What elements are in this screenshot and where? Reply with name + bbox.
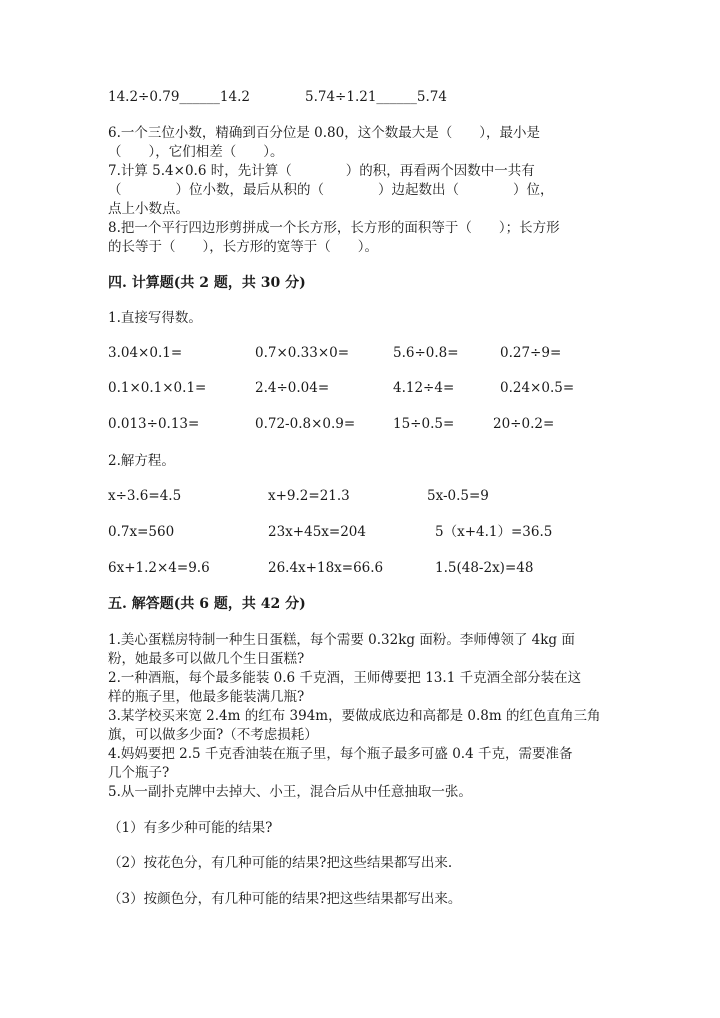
problem-2-line-1: 2.一种酒瓶，每个最多能装 0.6 千克酒，王师傅要把 13.1 千克酒全部分装在这 <box>108 670 582 686</box>
question-7-line-2: （ ）位小数，最后从积的（ ）边起数出（ ）位， <box>108 182 554 198</box>
problem-4-line-1: 4.妈妈要把 2.5 千克香油装在瓶子里，每个瓶子最多可盛 0.4 千克，需要准备 <box>108 746 573 762</box>
section-4-title: 四. 计算题(共 2 题，共 30 分) <box>108 275 306 291</box>
compare-item-2: 5.74÷1.21______5.74 <box>305 89 447 105</box>
equation-item: 5x-0.5=9 <box>427 488 489 504</box>
question-6-line-2: （ ），它们相差（ ）。 <box>108 144 284 160</box>
problem-1-line-1: 1.美心蛋糕房特制一种生日蛋糕，每个需要 0.32kg 面粉。李师傅领了 4kg 面 <box>108 632 575 648</box>
calc-item: 0.24×0.5= <box>500 380 575 396</box>
equation-item: 1.5(48-2x)=48 <box>435 560 534 576</box>
equation-item: 23x+45x=204 <box>268 524 366 540</box>
calc-item: 0.7×0.33×0= <box>255 345 350 361</box>
calc-item: 15÷0.5= <box>393 416 455 432</box>
calc-item: 3.04×0.1= <box>108 345 183 361</box>
section-5-title: 五. 解答题(共 6 题，共 42 分) <box>108 596 306 612</box>
problem-5-sub-3: （3）按颜色分，有几种可能的结果?把这些结果都写出来。 <box>108 891 462 907</box>
compare-item-1: 14.2÷0.79______14.2 <box>108 89 250 105</box>
calc-q1-title: 1.直接写得数。 <box>108 310 202 326</box>
problem-3-line-2: 旗，可以做多少面?（不考虑损耗） <box>108 727 318 743</box>
calc-item: 0.1×0.1×0.1= <box>108 380 207 396</box>
question-6-line-1: 6.一个三位小数，精确到百分位是 0.80，这个数最大是（ ），最小是 <box>108 125 540 141</box>
equation-item: 26.4x+18x=66.6 <box>268 560 384 576</box>
question-7-line-3: 点上小数点。 <box>108 201 189 217</box>
question-8-line-1: 8.把一个平行四边形剪拼成一个长方形，长方形的面积等于（ ）；长方形 <box>108 220 560 236</box>
problem-1-line-2: 粉，她最多可以做几个生日蛋糕? <box>108 651 305 667</box>
problem-5-sub-1: （1）有多少种可能的结果? <box>108 820 273 836</box>
calc-q2-title: 2.解方程。 <box>108 453 175 469</box>
equation-item: 5（x+4.1）=36.5 <box>435 524 553 540</box>
problem-3-line-1: 3.某学校买来宽 2.4m 的红布 394m，要做成底边和高都是 0.8m 的红色直角三角 <box>108 708 601 724</box>
calc-item: 2.4÷0.04= <box>255 380 330 396</box>
calc-item: 20÷0.2= <box>493 416 555 432</box>
problem-5-sub-2: （2）按花色分，有几种可能的结果?把这些结果都写出来. <box>108 855 453 871</box>
calc-item: 0.27÷9= <box>500 345 562 361</box>
equation-item: x+9.2=21.3 <box>268 488 350 504</box>
problem-2-line-2: 样的瓶子里，他最多能装满几瓶? <box>108 689 305 705</box>
calc-item: 4.12÷4= <box>393 380 455 396</box>
equation-item: 0.7x=560 <box>108 524 175 540</box>
question-8-line-2: 的长等于（ ），长方形的宽等于（ ）。 <box>108 239 378 255</box>
calc-item: 0.013÷0.13= <box>108 416 200 432</box>
problem-5-line-1: 5.从一副扑克牌中去掉大、小王，混合后从中任意抽取一张。 <box>108 784 472 800</box>
problem-4-line-2: 几个瓶子? <box>108 765 170 781</box>
question-7-line-1: 7.计算 5.4×0.6 时，先计算（ ）的积，再看两个因数中一共有 <box>108 163 535 179</box>
calc-item: 0.72-0.8×0.9= <box>255 416 356 432</box>
calc-item: 5.6÷0.8= <box>393 345 459 361</box>
equation-item: 6x+1.2×4=9.6 <box>108 560 210 576</box>
equation-item: x÷3.6=4.5 <box>108 488 182 504</box>
